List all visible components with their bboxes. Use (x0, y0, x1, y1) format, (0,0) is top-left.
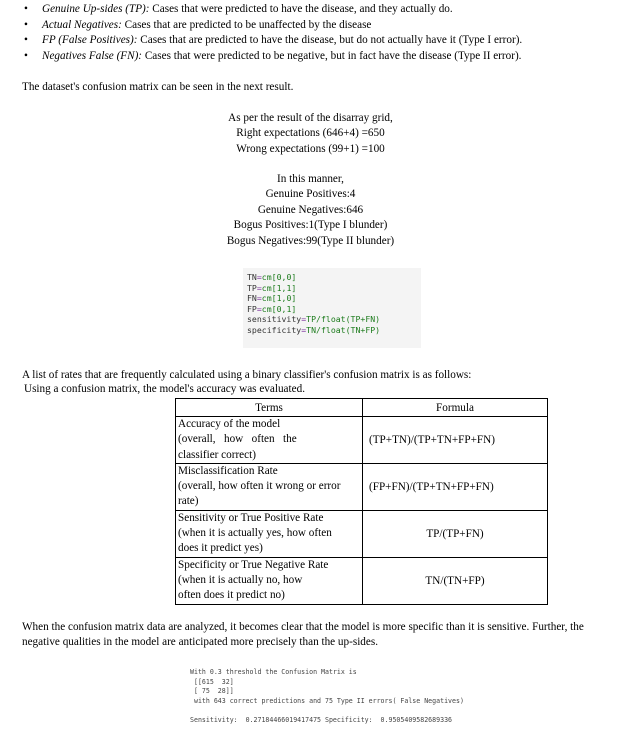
term-cell: Misclassification Rate (overall, how often it wrong or error rate) (176, 463, 363, 510)
table-row (176, 557, 548, 604)
accuracy-intro: Using a confusion matrix, the model's accuracy was evaluated. (24, 383, 305, 395)
manner-line: Bogus Positives:1(Type I blunder) (233, 219, 388, 232)
definition-item: • FP (False Positives): Cases that are predicted to have the disease, but do not actually have it (Type I error). (24, 33, 614, 49)
column-header: Formula (363, 399, 548, 417)
formula-cell: (FP+FN)/(TP+TN+FP+FN) (363, 463, 548, 510)
output-snippet (190, 668, 530, 725)
column-header: Terms (176, 399, 363, 417)
bullet-icon: • (24, 49, 28, 62)
table-row (176, 463, 548, 510)
manner-line: Genuine Negatives:646 (257, 203, 364, 216)
code-line: FN=cm[1,0] (247, 293, 297, 303)
result-line: Right expectations (646+4) =650 (236, 127, 385, 140)
output-line: With 0.3 threshold the Confusion Matrix is (190, 668, 357, 676)
formula-cell: (TP+TN)/(TP+TN+FP+FN) (363, 417, 548, 464)
code-line: specificity=TN/float(TN+FP) (247, 324, 381, 335)
table-row (176, 417, 548, 464)
output-line: Sensitivity: 0.27184466019417475 Specificity: 0.9505409582689336 (190, 715, 453, 724)
term-cell: Accuracy of the model (overall, how often the classifier correct) (176, 417, 363, 464)
definition-item: • Actual Negatives: Cases that are predicted to be unaffected by the disease (24, 18, 614, 34)
manner-line: In this manner, (277, 173, 344, 185)
bullet-icon: • (24, 18, 28, 31)
term-cell: Specificity or True Negative Rate (when it is actually no, how often does it predict no) (176, 557, 363, 604)
output-line: [[615 32] (190, 677, 234, 686)
bullet-icon: • (24, 3, 28, 15)
formula-cell: TP/(TP+FN) (363, 510, 548, 557)
conclusion-line: negative qualities in the model are anticipated more precisely than the up-sides. (22, 636, 379, 648)
table-header-row (176, 399, 548, 417)
code-line: FP=cm[0,1] (247, 303, 297, 314)
intro-paragraph: The dataset's confusion matrix can be seen in the next result. (22, 81, 294, 93)
manner-line: Genuine Positives:4 (265, 188, 356, 201)
definition-item: • Negatives False (FN): Cases that were predicted to be negative, but in fact have the disease (Type II error). (24, 49, 614, 65)
table-row (176, 510, 548, 557)
metrics-table (175, 398, 548, 605)
output-line (190, 706, 530, 716)
output-line: with 643 correct predictions and 75 Type II errors( False Negatives) (190, 696, 464, 705)
definition-item: • Genuine Up-sides (TP): Cases that were predicted to have the disease, and they actually do. (24, 2, 614, 18)
result-block (0, 111, 621, 157)
code-line: TN=cm[0,0] (247, 272, 297, 282)
definitions-list (24, 2, 614, 64)
manner-line: Bogus Negatives:99(Type II blunder) (226, 234, 395, 247)
code-line: sensitivity=TP/float(TP+FN) (247, 314, 381, 324)
result-line: As per the result of the disarray grid, (228, 112, 393, 124)
conclusion-line: When the confusion matrix data are analyzed, it becomes clear that the model is more specific than it is sensitive. Further, the (22, 621, 584, 633)
output-line: [ 75 28]] (190, 687, 234, 695)
code-snippet (243, 268, 421, 348)
manner-block (0, 172, 621, 249)
term-cell: Sensitivity or True Positive Rate (when it is actually yes, how often does it predict yes) (176, 510, 363, 557)
code-line: TP=cm[1,1] (247, 282, 297, 293)
formula-cell: TN/(TN+FP) (363, 557, 548, 604)
result-line: Wrong expectations (99+1) =100 (236, 142, 385, 155)
bullet-icon: • (24, 34, 28, 47)
rates-intro: A list of rates that are frequently calculated using a binary classifier's confusion matrix is as follows: (22, 369, 472, 381)
